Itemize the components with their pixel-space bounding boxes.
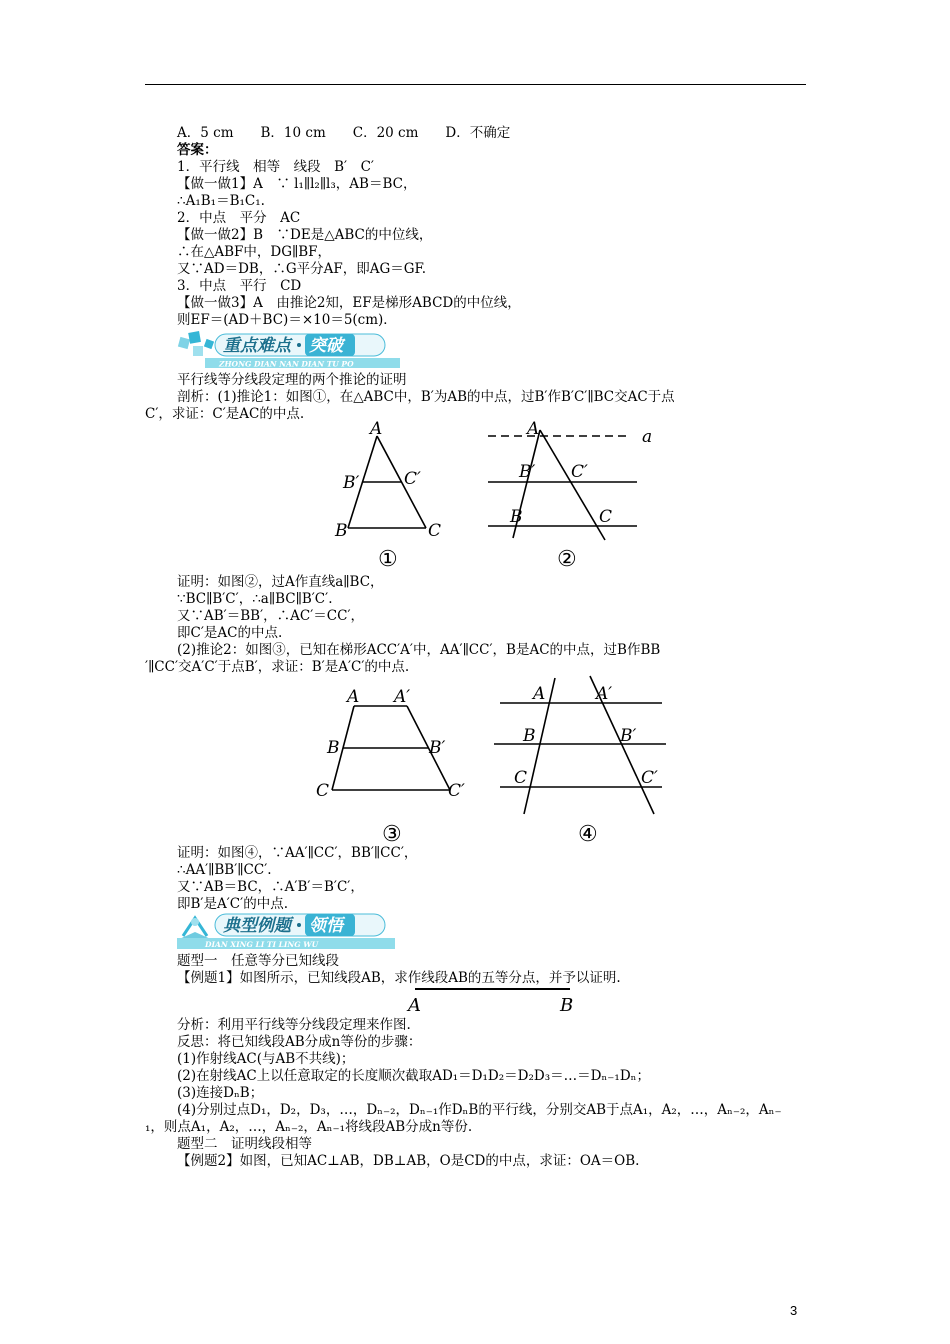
fig2-label-a: a: [642, 427, 653, 447]
header-rule: [145, 84, 806, 85]
section1-title: 平行线等分线段定理的两个推论的证明: [177, 372, 407, 388]
answer-heading: 答案：: [177, 142, 218, 158]
fig4-label-A1: A′: [596, 684, 613, 704]
banner2-tag: 领悟: [309, 916, 343, 936]
answer-3-try: 【做一做3】A 由推论2知，EF是梯形ABCD的中位线，: [177, 295, 521, 311]
page-number: 3: [790, 1303, 798, 1318]
banner1-pinyin: ZHONG DIAN NAN DIAN TU PO: [219, 359, 354, 369]
answer-3: 3．中点 平行 CD: [177, 278, 302, 294]
section1-analysis-line2: C′，求证：C′是AC的中点.: [145, 406, 305, 422]
fig3-label-A: A: [347, 687, 360, 707]
answer-3-line2: 则EF＝(AD＋BC)＝×10＝5(cm)．: [177, 312, 397, 328]
answer-2-try: 【做一做2】B ∵DE是△ABC的中位线，: [177, 227, 433, 243]
fig2-label-B1: B′: [519, 462, 536, 482]
seg-label-A: A: [408, 995, 421, 1016]
proof3-line2: ∴AA′∥BB′∥CC′.: [177, 862, 272, 878]
example2: 【例题2】如图，已知AC⊥AB，DB⊥AB，O是CD的中点，求证：OA＝OB.: [177, 1153, 640, 1169]
proof2-line1: (2)推论2：如图③，已知在梯形ACC′A′中，AA′∥CC′，B是AC的中点，过B作BB: [177, 642, 661, 658]
answer-1-conclusion: ∴A₁B₁＝B₁C₁.: [177, 193, 265, 209]
fig3-label-A1: A′: [394, 687, 411, 707]
fig4-label-A: A: [533, 684, 546, 704]
cube-logo-icon: [178, 331, 214, 356]
banner2-title: 典型例题: [223, 916, 291, 936]
type2-title: 题型二 证明线段相等: [177, 1136, 312, 1152]
figure-4-number: ④: [578, 822, 598, 847]
fig2-label-C: C: [599, 507, 613, 527]
fig1-label-C: C: [428, 521, 442, 541]
step-4-line1: (4)分别过点D₁，D₂，D₃，…，Dₙ₋₂，Dₙ₋₁作DₙB的平行线，分别交AB于点A₁，A₂，…，Aₙ₋₂，Aₙ₋: [177, 1102, 782, 1118]
seg-label-B: B: [560, 995, 574, 1016]
section-banner-examples: [175, 910, 400, 952]
figure-3-trapezoid: [312, 680, 472, 805]
answer-1-try: 【做一做1】A ∵ l₁∥l₂∥l₃，AB＝BC，: [177, 176, 417, 192]
fig3-label-B1: B′: [429, 738, 446, 758]
step-4-line2: ₁，则点A₁，A₂，…，Aₙ₋₂，Aₙ₋₁将线段AB分成n等份.: [145, 1119, 473, 1135]
figure-2-number: ②: [557, 547, 577, 572]
figure-3-number: ③: [382, 822, 402, 847]
banner1-tag: 突破: [309, 336, 343, 356]
proof1-line2: ∵BC∥B′C′，∴a∥BC∥B′C′.: [177, 591, 333, 607]
answer-2-line2: ∴在△ABF中，DG∥BF，: [177, 244, 332, 260]
proof1-line1: 证明：如图②，过A作直线a∥BC，: [177, 574, 384, 590]
figure-1-triangle: [330, 418, 450, 543]
proof3-line1: 证明：如图④，∵AA′∥CC′，BB′∥CC′，: [177, 845, 418, 861]
section-banner-key-points: [175, 328, 400, 372]
fig4-label-B1: B′: [620, 726, 637, 746]
options-line: A．5 cm B．10 cm C．20 cm D．不确定: [177, 125, 511, 141]
fig4-label-B: B: [523, 726, 536, 746]
answer-2: 2．中点 平分 AC: [177, 210, 301, 226]
proof2-line2: ′∥CC′交A′C′于点B′，求证：B′是A′C′的中点.: [145, 659, 410, 675]
figure-2-parallels: [480, 418, 665, 543]
step-1: (1)作射线AC(与AB不共线)；: [177, 1051, 355, 1067]
banner2-pinyin: DIAN XING LI TI LING WU: [205, 940, 319, 949]
fig1-label-C1: C′: [404, 469, 421, 489]
fig3-label-C: C: [316, 781, 330, 801]
reflection-line: 反思：将已知线段AB分成n等份的步骤：: [177, 1034, 422, 1050]
example1: 【例题1】如图所示，已知线段AB，求作线段AB的五等分点，并予以证明.: [177, 970, 621, 986]
figure-1-number: ①: [378, 547, 398, 572]
proof3-line3: 又∵AB＝BC，∴A′B′＝B′C′，: [177, 879, 364, 895]
figure-segment-ab: [400, 984, 590, 1018]
fig3-label-B: B: [327, 738, 340, 758]
section1-analysis-line1: 剖析：(1)推论1：如图①，在△ABC中，B′为AB的中点，过B′作B′C′∥BC交AC于点: [177, 389, 675, 405]
fig1-label-B1: B′: [343, 473, 360, 493]
fig2-label-C1: C′: [571, 462, 588, 482]
fig2-label-B: B: [510, 507, 523, 527]
proof1-line4: 即C′是AC的中点.: [177, 625, 283, 641]
fig2-label-A: A: [527, 419, 540, 439]
fig4-label-C: C: [514, 768, 528, 788]
analysis-line: 分析：利用平行线等分线段定理来作图.: [177, 1017, 411, 1033]
fig1-label-B: B: [335, 521, 348, 541]
answer-1: 1．平行线 相等 线段 B′ C′: [177, 159, 374, 175]
step-3: (3)连接DₙB；: [177, 1085, 264, 1101]
banner1-title: 重点难点: [223, 336, 291, 356]
step-2: (2)在射线AC上以任意取定的长度顺次截取AD₁＝D₁D₂＝D₂D₃＝…＝Dₙ₋₁Dₙ；: [177, 1068, 650, 1084]
fig3-label-C1: C′: [448, 781, 465, 801]
figure-4-parallels: [490, 672, 675, 820]
answer-2-line3: 又∵AD＝DB，∴G平分AF，即AG＝GF.: [177, 261, 427, 277]
proof1-line3: 又∵AB′＝BB′，∴AC′＝CC′，: [177, 608, 365, 624]
proof3-line4: 即B′是A′C′的中点.: [177, 896, 288, 912]
type1-title: 题型一 任意等分已知线段: [177, 953, 339, 969]
fig4-label-C1: C′: [641, 768, 658, 788]
fig1-label-A: A: [370, 419, 383, 439]
